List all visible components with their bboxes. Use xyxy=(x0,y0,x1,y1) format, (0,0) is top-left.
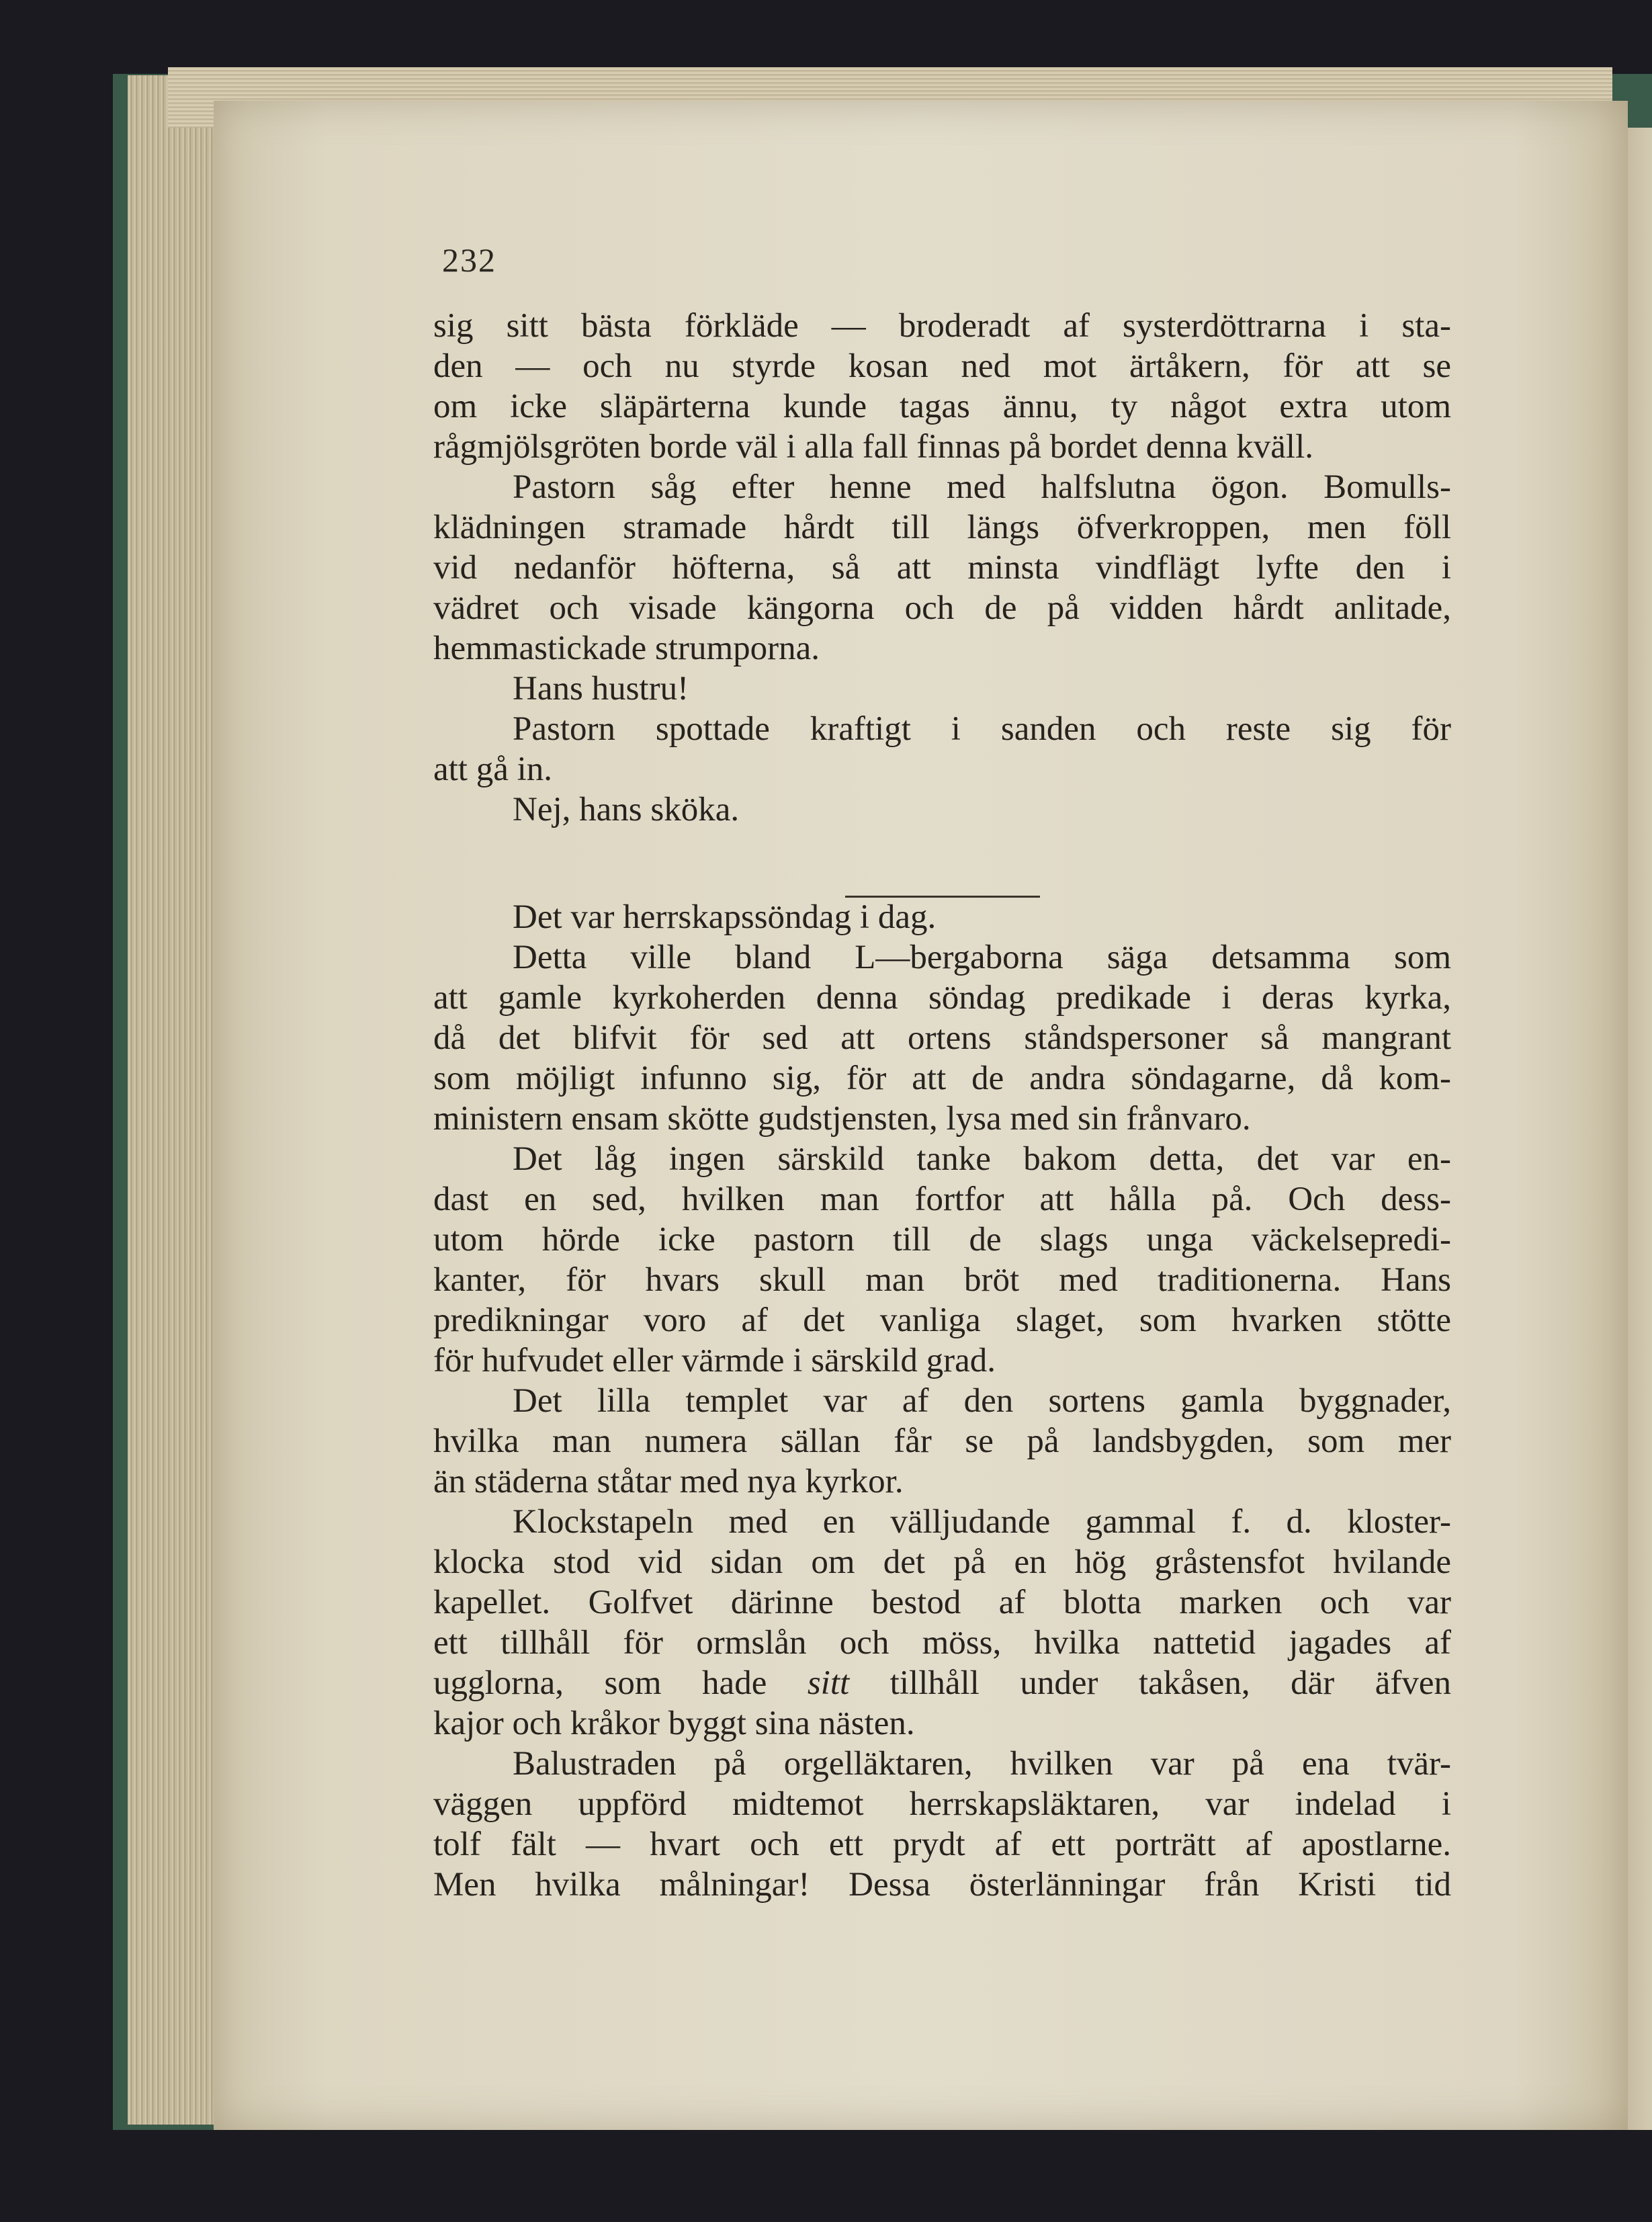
text-line: Hans hustru! xyxy=(513,670,689,708)
text-line: utom hörde icke pastorn till de slags unga väckelsepredi- xyxy=(433,1221,1451,1258)
body-text xyxy=(433,306,1451,1905)
text-line: ministern ensam skötte gudstjensten, lysa med sin frånvaro. xyxy=(433,1100,1251,1138)
text-line: hvilka man numera sällan får se på landsbygden, som mer xyxy=(433,1422,1451,1460)
text-line: ett tillhåll för ormslån och möss, hvilka nattetid jagades af xyxy=(433,1624,1451,1662)
text-line: vädret och visade kängorna och de på vidden hårdt anlitade, xyxy=(433,589,1451,627)
text-line: Pastorn såg efter henne med halfslutna ögon. Bomulls- xyxy=(513,468,1451,506)
text-line: som möjligt infunno sig, för att de andra söndagarne, då kom- xyxy=(433,1060,1451,1097)
page-number: 232 xyxy=(442,241,496,279)
section-divider-rule xyxy=(845,896,1040,898)
text-line: väggen uppförd midtemot herrskapsläktaren, var indelad i xyxy=(433,1785,1451,1823)
text-line: Pastorn spottade kraftigt i sanden och reste sig för xyxy=(513,710,1451,748)
text-line: då det blifvit för sed att ortens ståndspersoner så mangrant xyxy=(433,1019,1451,1057)
text-line: Det låg ingen särskild tanke bakom detta, det var en- xyxy=(513,1140,1451,1178)
text-line: Men hvilka målningar! Dessa österlänningar från Kristi tid xyxy=(433,1866,1451,1904)
text-line: hemmastickade strumporna. xyxy=(433,630,820,667)
text-line: kajor och kråkor byggt sina nästen. xyxy=(433,1705,915,1742)
text-line: predikningar voro af det vanliga slaget, som hvarken stötte xyxy=(433,1301,1451,1339)
text-line: Det var herrskapssöndag i dag. xyxy=(513,898,937,936)
text-line: om icke släpärterna kunde tagas ännu, ty något extra utom xyxy=(433,388,1451,425)
text-line: tolf fält — hvart och ett prydt af ett porträtt af apostlarne. xyxy=(433,1826,1451,1863)
section-break-space xyxy=(433,830,1451,897)
text-line: att gamle kyrkoherden denna söndag predikade i deras kyrka, xyxy=(433,979,1451,1017)
text-line: Klockstapeln med en välljudande gammal f. d. kloster- xyxy=(513,1503,1451,1541)
text-line: kanter, för hvars skull man bröt med traditionerna. Hans xyxy=(433,1261,1451,1299)
text-line: sig sitt bästa förkläde — broderadt af systerdöttrarna i sta- xyxy=(433,307,1451,345)
section-two xyxy=(433,897,1451,1905)
text-line: Balustraden på orgelläktaren, hvilken var på ena tvär- xyxy=(513,1745,1451,1783)
text-line: vid nedanför höfterna, så att minsta vindflägt lyfte den i xyxy=(433,549,1451,587)
text-line: Nej, hans sköka. xyxy=(513,791,740,828)
text-line: klädningen stramade hårdt till längs öfverkroppen, men föll xyxy=(433,509,1451,546)
section-one xyxy=(433,306,1451,830)
text-line: Detta ville bland L—bergaborna säga detsamma som xyxy=(513,939,1451,976)
text-line: att gå in. xyxy=(433,751,553,788)
text-line: för hufvudet eller värmde i särskild grad. xyxy=(433,1342,996,1379)
text-line: än städerna ståtar med nya kyrkor. xyxy=(433,1463,904,1500)
text-line: Det lilla templet var af den sortens gamla byggnader, xyxy=(513,1382,1451,1420)
text-line: kapellet. Golfvet därinne bestod af blotta marken och var xyxy=(433,1584,1451,1621)
text-line: ugglorna, som hade sitt tillhåll under takåsen, där äfven xyxy=(433,1664,1452,1702)
text-line: klocka stod vid sidan om det på en hög gråstensfot hvilande xyxy=(433,1543,1451,1581)
italic-word: sitt xyxy=(807,1664,850,1702)
text-line: den — och nu styrde kosan ned mot ärtåkern, för att se xyxy=(433,347,1451,385)
page-stack-edge xyxy=(128,75,222,2125)
text-line: rågmjölsgröten borde väl i alla fall finnas på bordet denna kväll. xyxy=(433,428,1313,466)
text-line: dast en sed, hvilken man fortfor att hålla på. Och dess- xyxy=(433,1181,1451,1218)
